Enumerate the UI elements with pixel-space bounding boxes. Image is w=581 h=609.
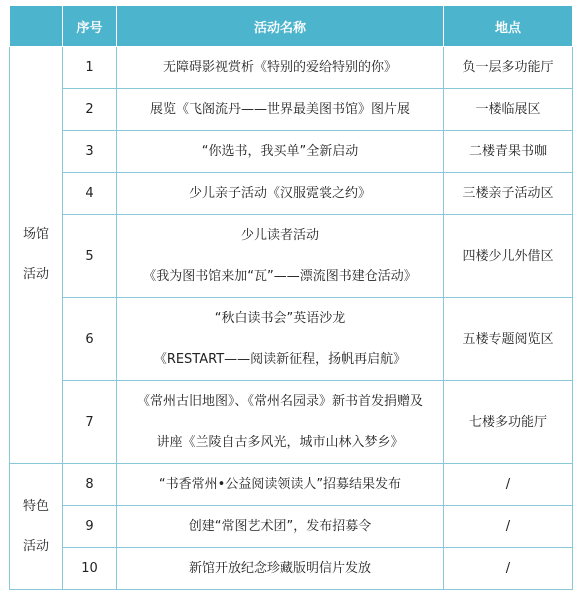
row-index: 9 <box>63 506 117 548</box>
row-index: 2 <box>63 89 117 131</box>
activity-location: / <box>444 548 573 590</box>
activity-name-line: 创建“常图艺术团”，发布招募令 <box>188 519 372 534</box>
activity-name-line: 新馆开放纪念珍藏版明信片发放 <box>188 561 371 576</box>
activity-name-line: 《我为图书馆来加“瓦”——漂流图书建仓活动》 <box>143 269 417 284</box>
activity-name-line: “秋白读书会”英语沙龙 <box>214 311 346 326</box>
activity-location: 负一层多功能厅 <box>444 47 573 89</box>
header-location: 地点 <box>444 6 573 47</box>
table-row <box>10 464 573 506</box>
category-special-activities <box>10 464 63 590</box>
activity-name-line: 展览《飞阁流丹——世界最美图书馆》图片展 <box>149 102 410 117</box>
category-venue-activities <box>10 47 63 464</box>
activity-name <box>117 464 444 506</box>
table-header-row <box>10 6 573 47</box>
activity-name <box>117 173 444 215</box>
category-label-line1: 特色 <box>22 498 49 514</box>
activity-name <box>117 548 444 590</box>
table-row <box>10 47 573 89</box>
activity-location: 五楼专题阅览区 <box>444 298 573 381</box>
row-index: 8 <box>63 464 117 506</box>
activity-location: 三楼亲子活动区 <box>444 173 573 215</box>
activity-name-line: 《常州古旧地图》、《常州名园录》新书首发捐赠及 <box>136 394 423 409</box>
category-label-line1: 场馆 <box>22 227 49 242</box>
activity-table-container <box>9 5 573 590</box>
activity-name <box>117 89 444 131</box>
table-row <box>10 506 573 548</box>
activity-name-line: 无障碍影视赏析《特别的爱给特别的你》 <box>162 60 397 75</box>
activity-name-line: 少儿读者活动 <box>240 228 319 243</box>
table-row <box>10 548 573 590</box>
row-index: 5 <box>63 215 117 298</box>
row-index: 7 <box>63 381 117 464</box>
table-row <box>10 173 573 215</box>
activity-name <box>117 381 444 464</box>
activity-location: 四楼少儿外借区 <box>444 215 573 298</box>
category-label-line2: 活动 <box>22 267 49 282</box>
activity-name-line: 讲座《兰陵自古多风光，城市山林入梦乡》 <box>156 435 404 450</box>
row-index: 6 <box>63 298 117 381</box>
table-row <box>10 215 573 298</box>
header-activity-name: 活动名称 <box>117 6 444 47</box>
activity-name-line: “你选书，我买单”全新启动 <box>201 144 359 159</box>
row-index: 4 <box>63 173 117 215</box>
row-index: 10 <box>63 548 117 590</box>
activity-name-line: “书香常州•公益阅读领读人”招募结果发布 <box>158 477 402 492</box>
activity-location: / <box>444 506 573 548</box>
table-row <box>10 89 573 131</box>
table-row <box>10 381 573 464</box>
table-row <box>10 298 573 381</box>
activity-location: 二楼青果书咖 <box>444 131 573 173</box>
activity-location: / <box>444 464 573 506</box>
row-index: 3 <box>63 131 117 173</box>
activity-name <box>117 298 444 381</box>
header-index: 序号 <box>63 6 117 47</box>
activity-name <box>117 131 444 173</box>
category-label-line2: 活动 <box>22 538 49 554</box>
row-index: 1 <box>63 47 117 89</box>
activity-name-line: 少儿亲子活动《汉服霓裳之约》 <box>188 186 371 201</box>
activity-name <box>117 215 444 298</box>
activity-table <box>9 5 573 590</box>
activity-name-line: 《RESTART——阅读新征程，扬帆再启航》 <box>153 352 407 367</box>
header-category <box>10 6 63 47</box>
table-row <box>10 131 573 173</box>
activity-name <box>117 506 444 548</box>
activity-location: 七楼多功能厅 <box>444 381 573 464</box>
activity-location: 一楼临展区 <box>444 89 573 131</box>
activity-name <box>117 47 444 89</box>
